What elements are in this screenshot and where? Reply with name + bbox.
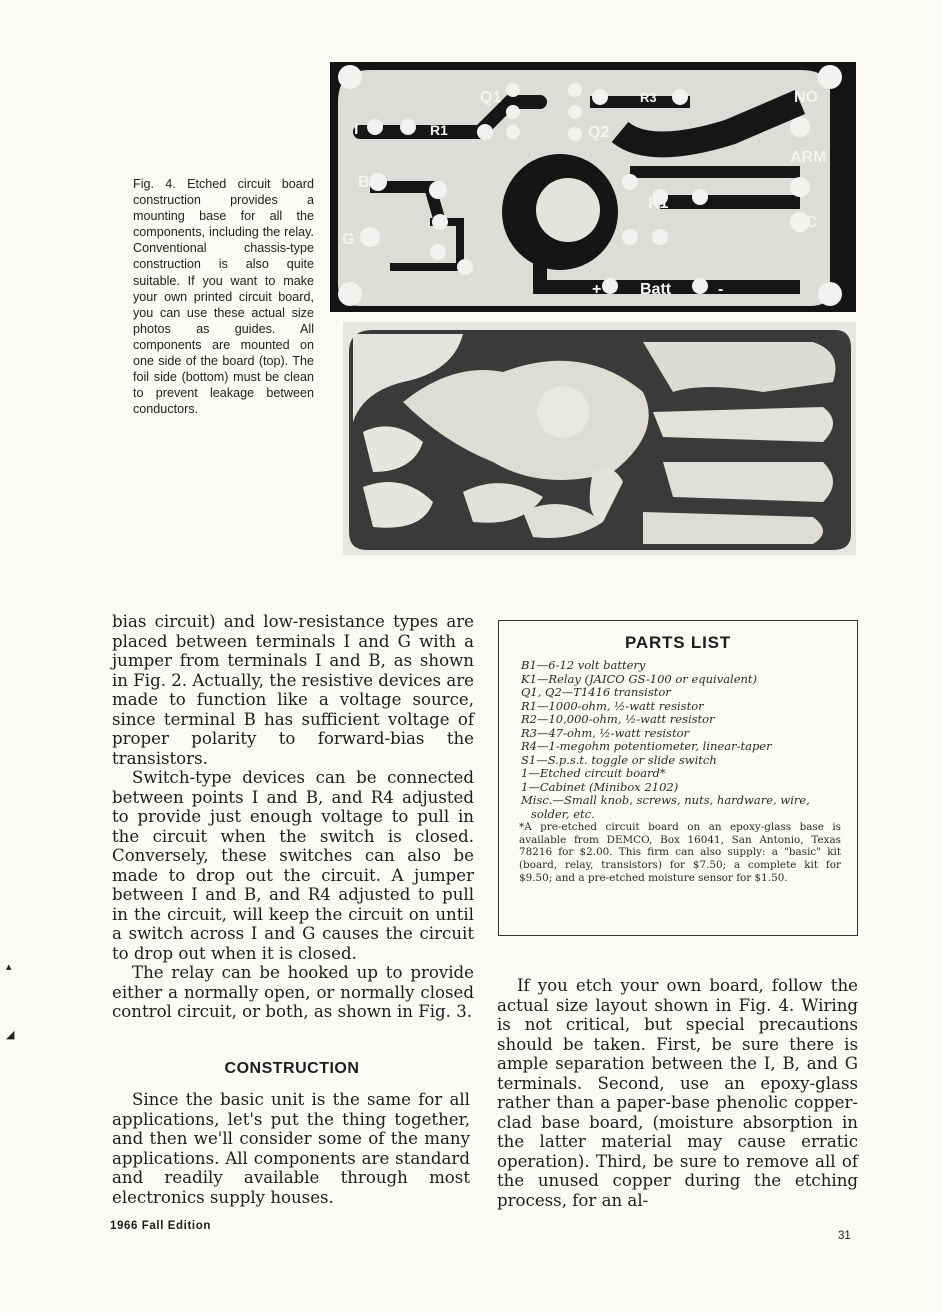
parts-list-item: B1—6-12 volt battery — [521, 658, 646, 672]
parts-list-title: PARTS LIST — [625, 633, 731, 652]
parts-list-item: R3—47-ohm, ½-watt resistor — [521, 725, 689, 740]
parts-list-item: Misc.—Small knob, screws, nuts, hardware, wire, solder, etc. — [521, 793, 810, 821]
body-paragraph: Since the basic unit is the same for all applications, let's put the thing together, and then we'll consider some of the many applications. All components are standard and readily available through most electronics supply houses. — [112, 1090, 470, 1207]
label-i: I — [354, 121, 359, 138]
body-paragraph: Switch-type devices can be connected between points I and B, and R4 adjusted to provide just enough voltage to pull in the circuit when the switch is closed. Conversely, these switches can also be made to drop out the circuit. A jumper between I and B, and R4 adjusted to pull in the circuit, will keep the circuit on until a switch across I and G causes the circuit to drop out when it is closed. — [112, 768, 474, 963]
parts-list-item: R1—1000-ohm, ½-watt resistor — [521, 698, 704, 713]
body-left-column — [112, 612, 474, 1022]
label-batt: Batt — [640, 281, 672, 298]
section-heading-construction: CONSTRUCTION — [224, 1060, 360, 1077]
body-paragraph: If you etch your own board, follow the actual size layout shown in Fig. 4. Wiring is not critical, but special precautions should be taken. First, be sure there is ample separation between the I, B, and G terminals. Second, use an epoxy-glass rather than a paper-base phenolic copper-clad base board, (moisture absorption in the latter material may cause erratic operation). Third, be sure to remove all of the unused copper during the etching process, for an al- — [497, 976, 858, 1210]
margin-mark: ▴ — [6, 960, 12, 973]
figure-caption: Fig. 4. Etched circuit board construction provides a mounting base for all the components, including the relay. Conventional chassis-type construction is also quite suitable. If you want to make your own printed circuit board, you can use these actual size photos as guides. All components are mounted on one side of the board (top). The foil side (bottom) must be clean to prevent leakage between conductors. — [133, 177, 314, 417]
parts-list-item: 1—Cabinet (Minibox 2102) — [521, 779, 679, 794]
label-minus: - — [718, 281, 724, 298]
parts-list-item: S1—S.p.s.t. toggle or slide switch — [521, 752, 717, 767]
parts-list-item: K1—Relay (JAICO GS-100 or equivalent) — [521, 671, 758, 686]
label-b: B — [358, 174, 370, 191]
label-no: NO — [794, 89, 818, 106]
label-q2: Q2 — [588, 124, 610, 141]
circuit-board-top-photo — [330, 62, 856, 312]
parts-list-footnote: *A pre-etched circuit board on an epoxy-glass base is available from DEMCO, Box 16041, San Antonio, Texas 78216 for $2.00. This firm can also supply: a "basic" kit (board, relay, transistors) for $7.50; a complete kit for $9.50; and a pre-etched moisture sensor for $1.50. — [519, 821, 841, 884]
label-r1: R1 — [430, 122, 448, 138]
page-number: 31 — [838, 1230, 851, 1242]
parts-list — [521, 659, 851, 821]
label-plus: + — [592, 281, 602, 298]
label-r3: R3 — [640, 90, 657, 105]
label-q1: Q1 — [480, 89, 502, 106]
margin-mark: ◢ — [6, 1028, 15, 1041]
label-nc: NC — [794, 214, 818, 231]
parts-list-item: R2—10,000-ohm, ½-watt resistor — [521, 712, 715, 726]
parts-list-item: R4—1-megohm potentiometer, linear-taper — [521, 739, 772, 753]
edition-footer: 1966 Fall Edition — [110, 1220, 211, 1232]
label-arm: ARM — [790, 149, 827, 166]
parts-list-item: 1—Etched circuit board* — [521, 766, 666, 780]
circuit-board-foil-photo — [343, 322, 856, 555]
body-paragraph: The relay can be hooked up to provide either a normally open, or normally closed control circuit, or both, as shown in Fig. 3. — [112, 963, 474, 1021]
label-g: G — [342, 231, 355, 248]
label-k1: K1 — [648, 195, 669, 212]
body-paragraph: bias circuit) and low-resistance types are placed between terminals I and G with a jumper from terminals I and B, as shown in Fig. 2. Actually, the resistive devices are made to function like a voltage source, since terminal B has sufficient voltage of proper polarity to forward-bias the transistors. — [112, 612, 474, 768]
parts-list-item: Q1, Q2—T1416 transistor — [521, 685, 671, 699]
parts-list-box — [498, 620, 858, 936]
